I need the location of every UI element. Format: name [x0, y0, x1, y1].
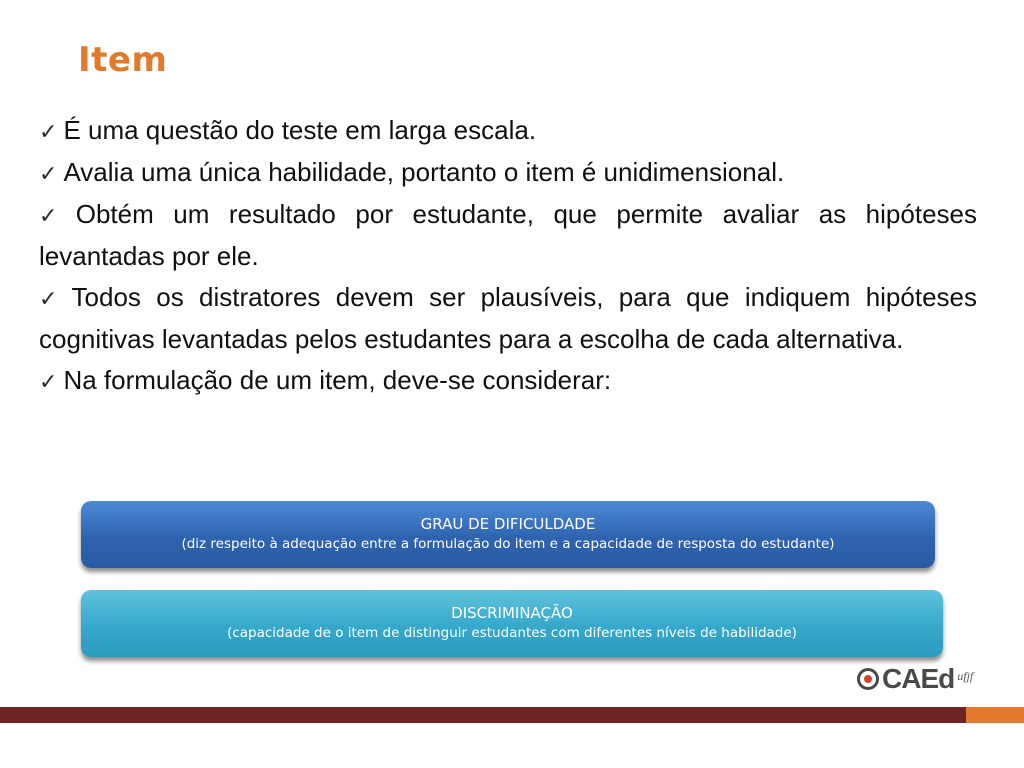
bullet-text: Obtém um resultado por estudante, que permite avaliar as hipóteses levantadas por ele.	[39, 199, 977, 271]
discrimination-box	[81, 590, 943, 657]
difficulty-subtitle: (diz respeito à adequação entre a formulação do item e a capacidade de resposta do estudante)	[181, 536, 835, 552]
logo-text: CAEd	[882, 663, 955, 694]
check-icon: ✓	[39, 203, 70, 228]
bullet-item	[39, 152, 977, 194]
bullet-item	[39, 360, 977, 402]
bullet-text: Na formulação de um item, deve-se considerar:	[63, 365, 612, 395]
check-icon: ✓	[39, 161, 58, 186]
bullet-item	[39, 110, 977, 152]
bullet-text: Avalia uma única habilidade, portanto o item é unidimensional.	[63, 157, 785, 187]
footer-bar-dark	[0, 707, 966, 723]
difficulty-box	[81, 501, 935, 568]
footer-bar-orange	[966, 707, 1024, 723]
check-icon: ✓	[39, 286, 66, 311]
discrimination-subtitle: (capacidade de o item de distinguir estudantes com diferentes níveis de habilidade)	[227, 625, 797, 641]
caed-logo	[857, 662, 997, 696]
bullet-item	[39, 194, 977, 277]
logo-suffix: ufjf	[957, 668, 974, 683]
check-icon: ✓	[39, 369, 58, 394]
difficulty-title: GRAU DE DIFICULDADE	[420, 515, 596, 533]
slide-title: Item	[78, 40, 168, 80]
check-icon: ✓	[39, 119, 58, 144]
discrimination-title: DISCRIMINAÇÃO	[451, 604, 573, 622]
bullet-text: Todos os distratores devem ser plausíveis, para que indiquem hipóteses cognitivas levantadas pelos estudantes para a escolha de cada alternativa.	[39, 282, 977, 354]
logo-ring-icon	[857, 668, 879, 690]
bullet-list	[39, 110, 977, 402]
bullet-item	[39, 277, 977, 360]
bullet-text: É uma questão do teste em larga escala.	[63, 115, 537, 145]
